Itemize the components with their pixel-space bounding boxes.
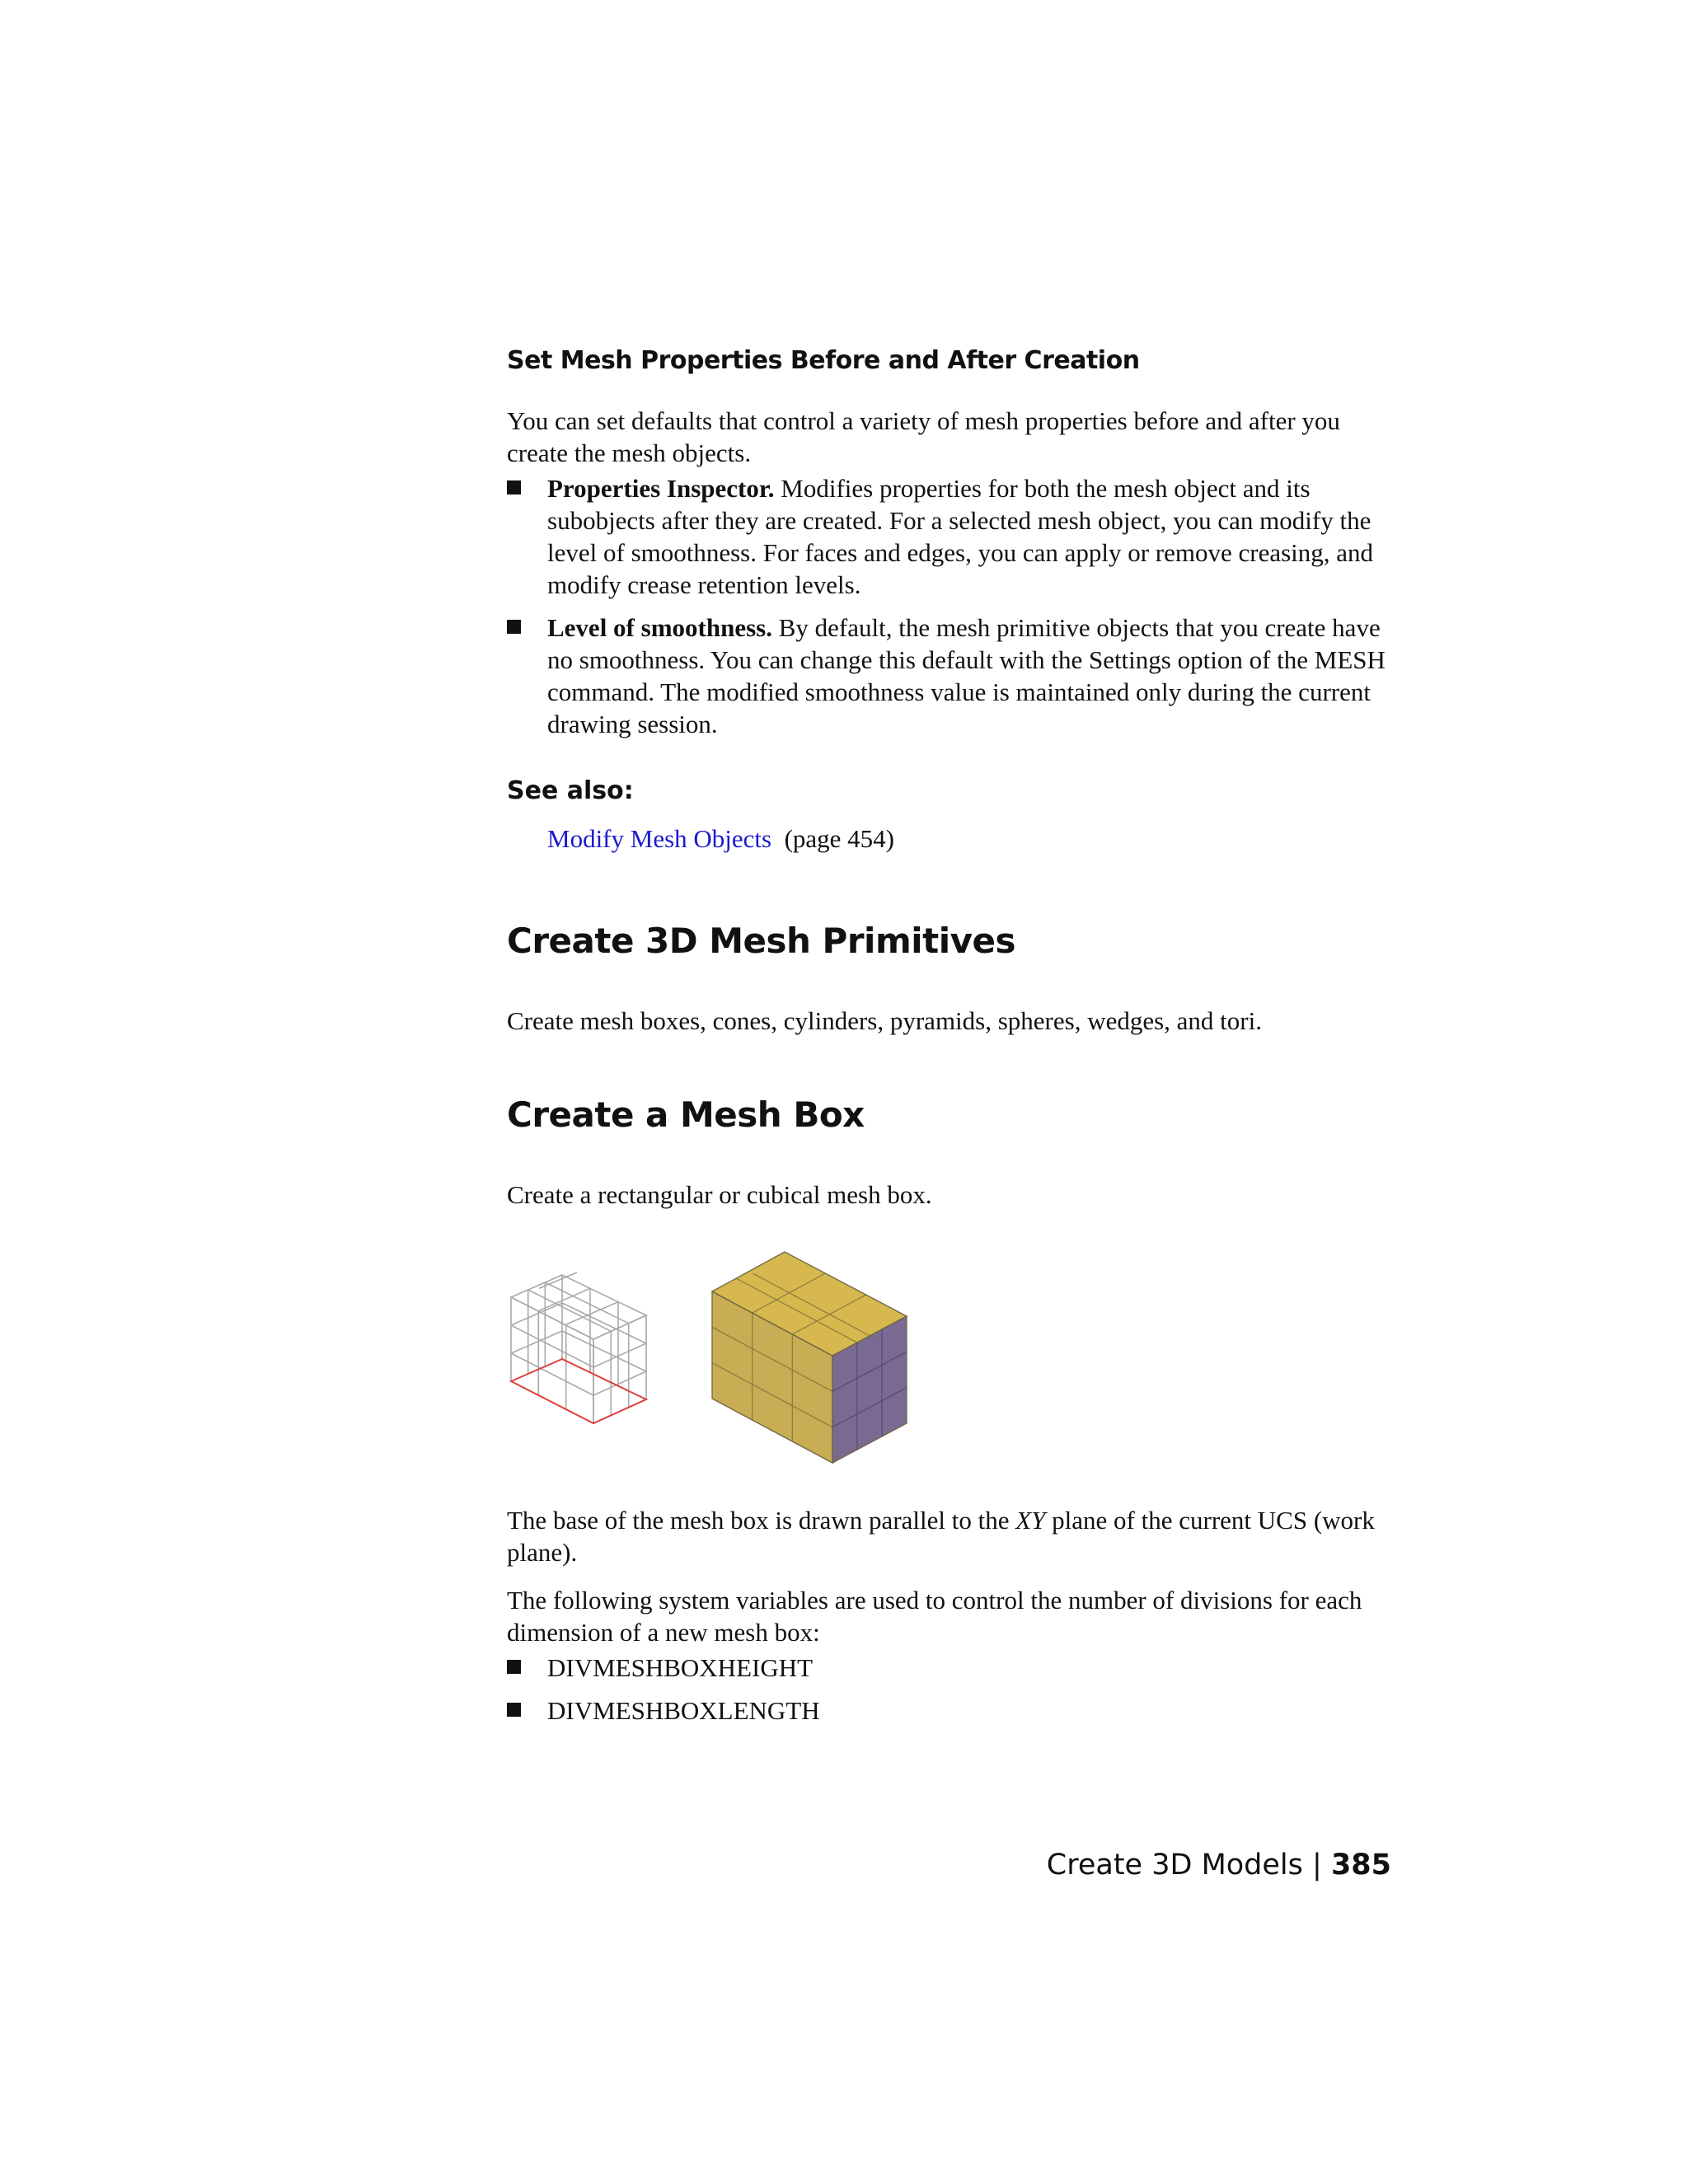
modify-mesh-objects-link[interactable]: Modify Mesh Objects [547, 824, 772, 853]
footer-separator: | [1302, 1849, 1331, 1882]
mesh-box-heading: Create a Mesh Box [507, 1094, 865, 1135]
bullet-square-icon [507, 1660, 521, 1674]
variable-name: DIVMESHBOXHEIGHT [547, 1653, 814, 1682]
intro-paragraph: You can set defaults that control a variety of mesh properties before and after you create the mesh objects. [507, 406, 1340, 467]
wireframe-mesh-box-icon [511, 1272, 646, 1423]
base-text-end: plane of the current UCS (work plane). [507, 1506, 1375, 1567]
section-heading: Set Mesh Properties Before and After Creation [507, 346, 1140, 375]
bullet-description: By default, the mesh primitive objects that you create have no smoothness. You can change this default with the Settings option of the MESH command. The modified smoothness value is maintained only during the current drawing session. [547, 613, 1386, 738]
bullet-text [547, 472, 1404, 601]
bullet-description: Modifies properties for both the mesh object and its subobjects after they are created. For a selected mesh object, you can modify the level of smoothness. For faces and edges, you can apply or remove creasing, and modify crease retention levels. [547, 474, 1374, 599]
bullet-square-icon [507, 480, 521, 494]
wireframe-base-outline [511, 1359, 646, 1423]
bullet-term: Properties Inspector. [547, 474, 775, 503]
base-text-start: The base of the mesh box is drawn parallel to the [507, 1506, 1016, 1535]
bullet-text [547, 612, 1404, 740]
primitives-heading: Create 3D Mesh Primitives [507, 921, 1015, 961]
mesh-box-illustration [495, 1236, 940, 1475]
shaded-mesh-box-icon [712, 1252, 907, 1463]
bullet-square-icon [507, 620, 521, 634]
base-paragraph [507, 1504, 1405, 1568]
bullet-term: Level of smoothness. [547, 613, 772, 642]
bullet-square-icon [507, 1703, 521, 1717]
variables-intro: The following system variables are used to control the number of divisions for each dimension of a new mesh box: [507, 1586, 1362, 1647]
page-footer [1047, 1849, 1391, 1882]
see-also-label: See also: [507, 776, 634, 805]
xy-plane-term: XY [1015, 1506, 1046, 1535]
page-reference: (page 454) [784, 824, 895, 853]
variable-name: DIVMESHBOXLENGTH [547, 1696, 820, 1725]
page-number: 385 [1330, 1849, 1391, 1882]
primitives-paragraph: Create mesh boxes, cones, cylinders, pyramids, spheres, wedges, and tori. [507, 1006, 1262, 1035]
mesh-box-paragraph: Create a rectangular or cubical mesh box. [507, 1180, 932, 1209]
see-also-line [547, 823, 894, 855]
footer-chapter: Create 3D Models [1046, 1849, 1303, 1882]
